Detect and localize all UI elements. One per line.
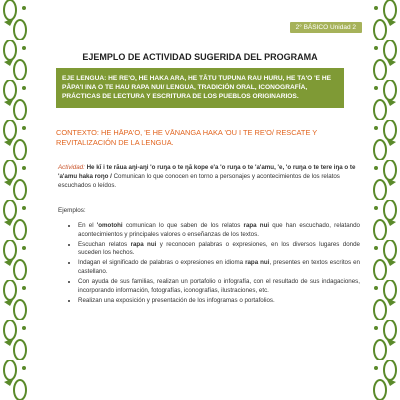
bold-term: rapa nui xyxy=(245,259,270,267)
list-item-text: Con ayuda de sus familias, realizan un portafolio o infografía, con el resultado de sus indagaciones, incorporando información, fotografías, iconografías, ilustraciones, etc. xyxy=(78,278,360,294)
eje-box: EJE LENGUA: HE RE'O, HE HAKA ARA, HE TĀTU TUPUNA RAU HURU, HE TA'O 'E HE PĀPA'I INA O TE HAU RAPA NUI/ LENGUA, TRADICIÓN ORAL, ICONOGRAFÍA, PRÁCTICAS DE LECTURA Y ESCRITURA DE LOS PUEBLOS ORIGINARIOS. xyxy=(56,68,344,108)
list-item-text: comunican lo que saben de los relatos xyxy=(122,222,244,229)
examples-list xyxy=(62,222,360,307)
ejemplos-label: Ejemplos: xyxy=(58,207,86,214)
left-leaf-pattern xyxy=(0,0,30,400)
right-decorative-border xyxy=(370,0,400,400)
activity-rapanui-text: He kī i te rāua aŋi-aŋi 'o ruŋa o te ŋā kope e'a 'o ruŋa o te 'a'amu, 'e, 'o ruŋa o te tere iŋa o te 'a'amu haka roŋo / xyxy=(58,164,356,180)
list-item xyxy=(78,278,360,295)
page-title: EJEMPLO DE ACTIVIDAD SUGERIDA DEL PROGRAMA xyxy=(82,52,318,62)
left-decorative-border xyxy=(0,0,30,400)
bold-term: 'omotohi xyxy=(96,222,123,229)
activity-paragraph xyxy=(58,163,360,190)
right-leaf-pattern xyxy=(370,0,400,400)
activity-label: Actividad: xyxy=(58,164,85,171)
list-item xyxy=(78,259,360,276)
activity-spanish-text: Comunican lo que conocen en torno a personajes y acontecimientos de los relatos escuchados o leídos. xyxy=(58,173,340,189)
list-item-text: que han escuchado, relatando acontecimientos y principales valores o enseñanzas de los textos. xyxy=(78,222,360,238)
list-item-text: En el xyxy=(78,222,97,229)
bold-term: rapa nui xyxy=(130,240,157,248)
contexto-heading: CONTEXTO: HE HĀPA'O, 'E HE VĀNANGA HAKA 'OU I TE RE'O/ RESCATE Y REVITALIZACIÓN DE LA LENGUA. xyxy=(56,128,318,147)
list-item xyxy=(78,222,360,239)
list-item xyxy=(78,241,360,258)
list-item-text: Indagan el significado de palabras o expresiones en idioma xyxy=(78,259,246,267)
list-item-text: Realizan una exposición y presentación de los infogramas o portafolios. xyxy=(78,296,275,304)
list-item-text: y reconocen palabras o expresiones, en los diversos lugares donde suceden los hechos. xyxy=(78,240,360,257)
list-item xyxy=(78,297,360,306)
list-item-text: Escuchan relatos xyxy=(78,240,131,248)
list-item-text: , presentes en textos escritos en castellano. xyxy=(78,259,360,275)
grade-unit-badge: 2° BÁSICO Unidad 2 xyxy=(290,22,362,33)
bold-term: rapa nui xyxy=(243,222,270,229)
